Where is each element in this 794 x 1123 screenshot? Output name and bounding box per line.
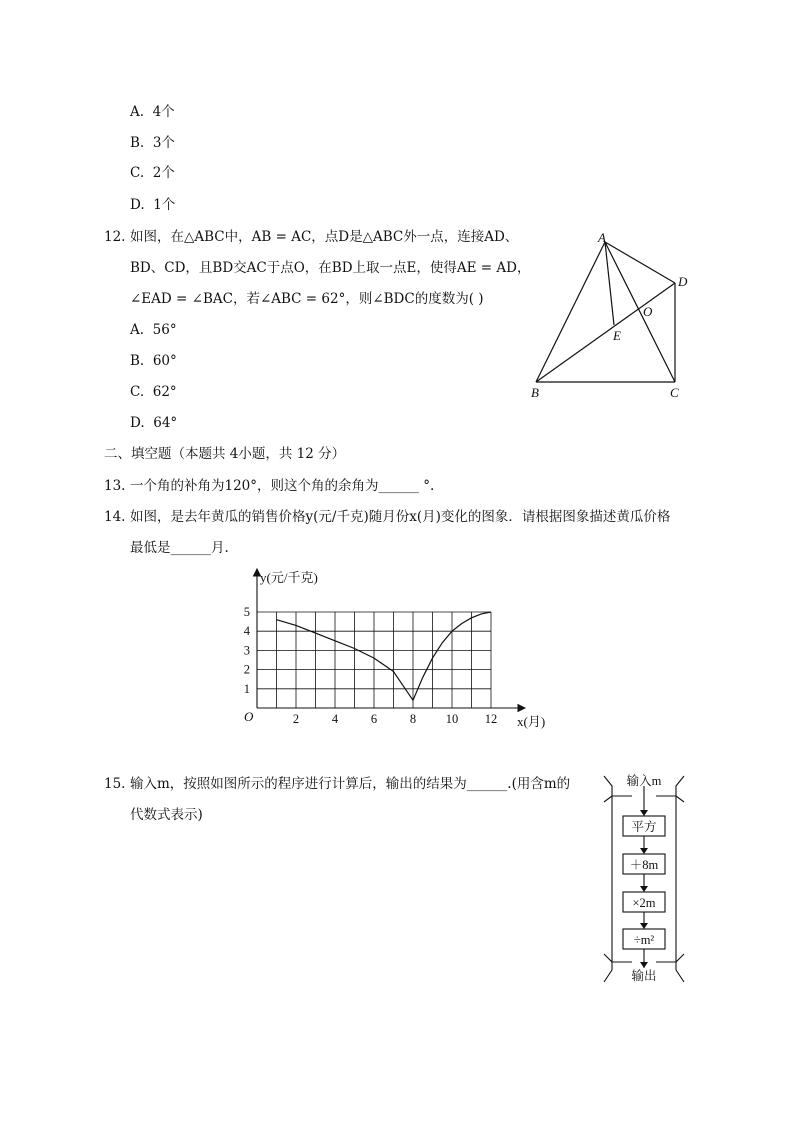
price-series-line: [277, 612, 492, 700]
q11-option-a: A. 4个: [130, 104, 175, 120]
y-tick-label: 2: [243, 662, 250, 677]
x-axis-label: x(月): [517, 714, 546, 729]
flow-input-label: 输入m: [626, 774, 662, 788]
chart-grid: [257, 612, 491, 708]
segment-bd: [536, 283, 675, 382]
x-tick-label: 4: [331, 712, 339, 726]
x-tick-label: 6: [370, 712, 378, 726]
q14-number: 14.: [104, 509, 126, 525]
x-tick-label: 10: [445, 712, 459, 726]
x-tick-label: 2: [292, 712, 300, 726]
flow-step-label-3: ×2m: [632, 896, 656, 910]
y-tick-label: 5: [243, 605, 250, 619]
section2-title: 二、填空题（本题共 4小题，共 12 分）: [104, 446, 346, 462]
y-tick-label: 1: [243, 681, 250, 696]
flow-output-label: 输出: [631, 969, 657, 983]
x-tick-label: 12: [484, 712, 498, 726]
q12-text-line1: 如图，在△ABC中，AB = AC，点D是△ABC外一点，连接AD、: [130, 229, 519, 245]
segment-ab: [536, 242, 605, 382]
y-tick-label: 3: [243, 643, 250, 658]
q12-option-d: D. 64°: [130, 415, 178, 431]
q13-text: 一个角的补角为120°，则这个角的余角为______ °.: [130, 478, 435, 494]
label-b: B: [531, 385, 539, 400]
q15-number: 15.: [104, 776, 126, 792]
label-c: C: [670, 385, 679, 400]
y-tick-label: 4: [243, 624, 250, 639]
q15-flowchart: [598, 772, 690, 987]
flow-step-label-2: ＋8m: [629, 858, 659, 872]
q12-option-c: C. 62°: [130, 384, 177, 400]
q11-option-b: B. 3个: [130, 135, 175, 151]
q15-text-line1: 输入m，按照如图所示的程序进行计算后，输出的结果为______.(用含m的: [130, 776, 571, 792]
label-o: O: [643, 304, 653, 319]
q12-text-line2: BD、CD，且BD交AC于点O，在BD上取一点E，使得AE = AD，: [130, 260, 531, 276]
q15-text-line2: 代数式表示): [130, 807, 203, 823]
flow-step-label-4: ÷m²: [633, 933, 655, 947]
q14-text-line1: 如图，是去年黄瓜的销售价格y(元/千克)随月份x(月)变化的图象．请根据图象描述黄瓜价格: [130, 509, 671, 525]
q12-geometry-figure: [520, 225, 700, 405]
price-chart: [238, 560, 558, 740]
q13-number: 13.: [104, 478, 126, 494]
x-tick-label: 8: [409, 712, 417, 726]
q12-option-a: A. 56°: [130, 322, 177, 338]
q11-option-c: C. 2个: [130, 165, 175, 181]
q14-text-line2: 最低是______月.: [130, 540, 229, 556]
label-d: D: [678, 274, 688, 289]
label-a: A: [598, 230, 606, 245]
y-axis-label: y(元/千克): [260, 570, 318, 585]
flow-step-label-1: 平方: [631, 820, 657, 834]
q11-option-d: D. 1个: [130, 197, 176, 213]
q12-number: 12.: [104, 229, 126, 245]
segment-ae: [605, 242, 614, 325]
q12-option-b: B. 60°: [130, 353, 177, 369]
q12-text-line3: ∠EAD = ∠BAC，若∠ABC = 62°，则∠BDC的度数为( ): [130, 291, 484, 307]
origin-label: O: [244, 709, 254, 724]
label-e: E: [613, 328, 621, 343]
